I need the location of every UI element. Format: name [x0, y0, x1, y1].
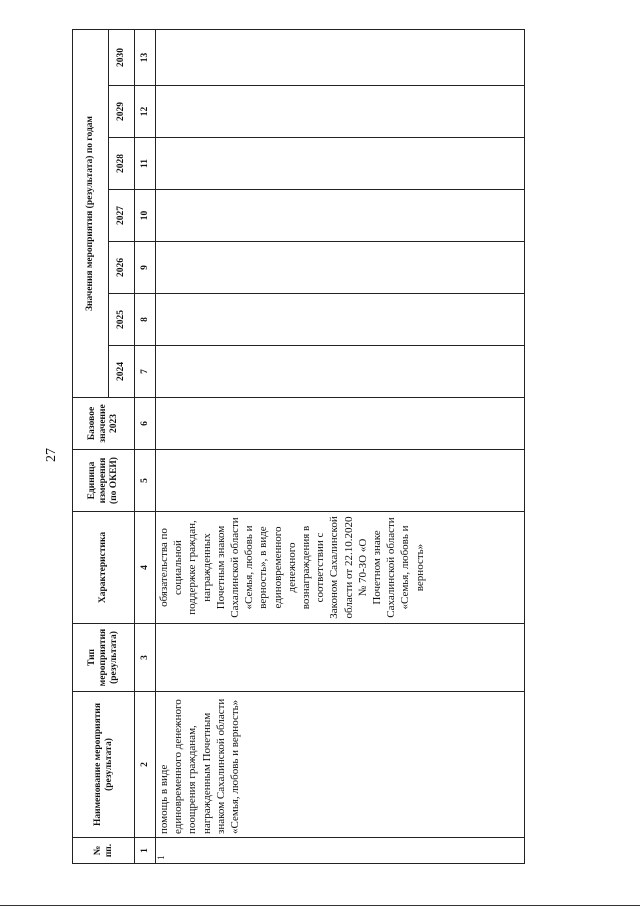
scan-edge-line: [0, 905, 640, 906]
row-unit: [156, 450, 525, 512]
rotated-table-area: [72, 30, 640, 860]
header-year: 2024: [109, 346, 135, 398]
row-value-2030: [156, 29, 525, 85]
header-year: 2027: [109, 190, 135, 242]
header-year: 2025: [109, 294, 135, 346]
column-number: 2: [135, 692, 156, 838]
column-number: 5: [135, 450, 156, 512]
row-name: помощь в виде единовременного денежного поощрения гражданам, награжденным Почетным знаком Сахалинской области «Семья, любовь и верность»: [156, 692, 525, 838]
header-year: 2029: [109, 86, 135, 138]
header-type: Тип мероприятия (результата): [73, 624, 135, 692]
row-value-2028: [156, 138, 525, 190]
column-number: 9: [135, 242, 156, 294]
page-number: 27: [44, 448, 59, 462]
header-year: 2028: [109, 138, 135, 190]
row-value-2029: [156, 86, 525, 138]
column-number: 3: [135, 624, 156, 692]
column-number: 7: [135, 346, 156, 398]
row-characteristic: обязательства по социальной поддержке граждан, награжденных Почетным знаком Сахалинской области «Семья, любовь и верность», в виде единовременного денежного вознаграждения в соответствии с Законом Сахалинской области от 22.10.2020 № 70-ЗО «О Почетном знаке Сахалинской области «Семья, любовь и верность»: [156, 512, 525, 624]
column-number: 12: [135, 86, 156, 138]
header-characteristic: Характеристика: [73, 512, 135, 624]
column-number: 13: [135, 29, 156, 85]
column-number: 6: [135, 398, 156, 450]
row-value-2027: [156, 190, 525, 242]
column-number: 10: [135, 190, 156, 242]
row-base-value: [156, 398, 525, 450]
header-number: № пп.: [73, 838, 135, 864]
column-number: 11: [135, 138, 156, 190]
column-number: 8: [135, 294, 156, 346]
header-years-group: Значения мероприятия (результата) по годам: [73, 29, 109, 397]
header-year: 2026: [109, 242, 135, 294]
header-year: 2030: [109, 29, 135, 85]
row-value-2025: [156, 294, 525, 346]
column-number: 1: [135, 838, 156, 864]
row-value-2024: [156, 346, 525, 398]
header-unit: Единица измерения (по ОКЕИ): [73, 450, 135, 512]
row-value-2026: [156, 242, 525, 294]
row-type: [156, 624, 525, 692]
measures-table: [72, 29, 525, 864]
row-number: 1: [156, 838, 525, 864]
header-name: Наименование мероприятия (результата): [73, 692, 135, 838]
header-base-value: Базовое значение 2023: [73, 398, 135, 450]
column-number: 4: [135, 512, 156, 624]
